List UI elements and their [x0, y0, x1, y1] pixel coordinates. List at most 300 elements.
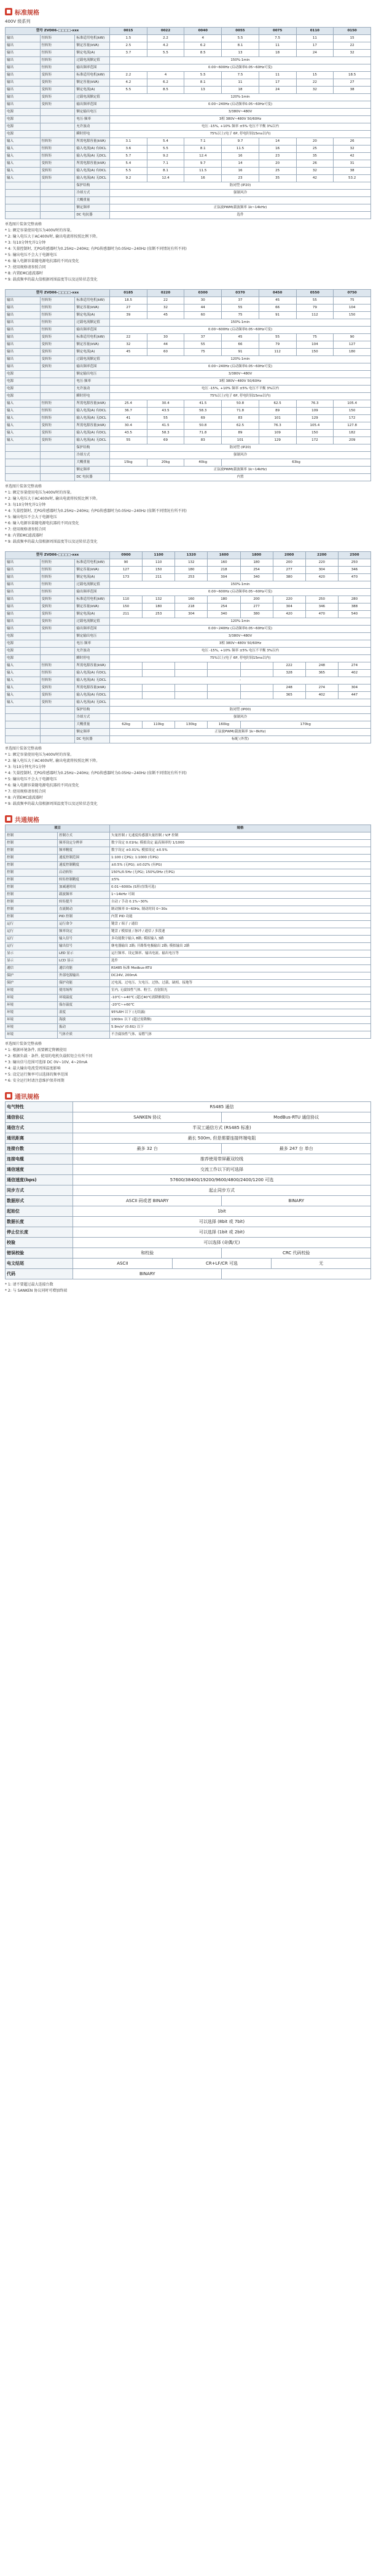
table-cell: 83 — [184, 437, 222, 444]
table-cell: 16 — [259, 145, 296, 153]
row-label: 允许波动 — [75, 386, 110, 393]
table-cell: 211 — [143, 574, 175, 581]
table-row — [6, 1133, 371, 1144]
row-group — [6, 444, 41, 452]
table-cell: 18 — [222, 87, 259, 94]
table-cell: 15kg — [110, 459, 147, 467]
row-subgroup: 变转矩 — [40, 685, 75, 692]
footnote: * 6: 输入电源容量随电源电抗器的不同而变化 — [5, 259, 79, 263]
table-row — [6, 1259, 371, 1269]
table-cell: 218 — [175, 603, 208, 611]
table-cell — [240, 670, 273, 677]
table-cell: 20 — [296, 138, 334, 145]
table-row — [6, 1248, 371, 1259]
row-group: 环境 — [6, 1031, 58, 1039]
footnote: * 8: 内置EMC滤波器时 — [5, 796, 43, 800]
footnote: * 4: 矢量控制时, 无PG传感器时为0.25Hz~240Hz; 有PG传感器时为0.05Hz~240Hz (依断不同情况有所不同) — [5, 509, 187, 513]
table-row — [6, 559, 371, 567]
table-cell: 42 — [296, 175, 334, 182]
table-cell: 43.5 — [110, 430, 147, 437]
table-row — [6, 64, 371, 72]
table-row — [6, 943, 371, 950]
table-cell: 半双工通信方式 (RS485 标准) — [73, 1123, 371, 1133]
table-row — [6, 1238, 371, 1248]
table-cell: 3.1 — [110, 138, 147, 145]
table-cell — [110, 670, 143, 677]
table-cell: 79 — [296, 305, 334, 312]
table-cell: 7.1 — [184, 138, 222, 145]
table-cell: 过电流、过电压、欠电压、过热、过载、缺相、接地等 — [110, 980, 371, 987]
table-row — [6, 1206, 371, 1217]
row-label: 输出频率范围 — [75, 327, 110, 334]
row-label: 瞬时停电 — [75, 393, 110, 400]
row-label: 过载电流额定值 — [75, 356, 110, 363]
row-group — [6, 714, 41, 721]
row-group: 电源 — [6, 386, 41, 393]
table-cell: 14 — [222, 160, 259, 168]
row-label: 额定容量(kVA) — [75, 79, 110, 87]
table-cell: - — [110, 197, 371, 204]
row-label: 电文结尾 — [6, 1259, 73, 1269]
footnotes — [5, 484, 371, 545]
model-code: 0550 — [296, 290, 334, 297]
row-subgroup — [40, 109, 75, 116]
section-header-common — [5, 813, 371, 824]
row-group: 输入 — [6, 685, 41, 692]
model-code: 2200 — [305, 552, 338, 559]
table-cell: 69 — [184, 415, 222, 422]
row-label: 载波频率 — [58, 891, 110, 899]
table-cell — [110, 662, 143, 670]
row-group — [6, 707, 41, 714]
row-subgroup: 恒转矩 — [40, 297, 75, 305]
table-row — [6, 884, 371, 891]
footnote: * 1: 额定容量使用电压为400V时的容量。 — [5, 753, 74, 757]
row-label: 额定频率 — [75, 467, 110, 474]
table-row — [6, 1227, 371, 1238]
table-cell: 防闭型 (IP20) — [110, 444, 371, 452]
row-subgroup: 变转矩 — [40, 72, 75, 79]
row-label: 保护结构 — [75, 444, 110, 452]
table-cell: 0.00~240Hz (启动频率0.05~60Hz可变) — [110, 363, 371, 371]
row-group — [6, 190, 41, 197]
table-cell: 39 — [110, 312, 147, 319]
table-cell: 182 — [334, 430, 371, 437]
footnote: * 7: 使用规格请参照合同 — [5, 527, 46, 532]
row-label: LED 显示 — [58, 950, 110, 958]
row-group: 输入 — [6, 168, 41, 175]
table-cell: 5.5 — [110, 87, 147, 94]
row-label: 额定容量(kVA) — [75, 42, 110, 50]
table-cell: 22 — [147, 297, 184, 305]
row-group: 输出 — [6, 297, 41, 305]
row-label: 同步方式 — [6, 1185, 73, 1196]
row-group: 电源 — [6, 109, 41, 116]
table-cell: 1000m 以下 (超过需降额) — [110, 1017, 371, 1024]
row-label: 电压·频率 — [75, 378, 110, 386]
model-code: 0075 — [259, 28, 296, 35]
table-cell: 89 — [259, 408, 296, 415]
row-label: 允许波动 — [75, 123, 110, 131]
footnote: * 4: 最大输出电流受周围温度影响 — [5, 1066, 61, 1071]
table-cell: 150%·1min — [110, 57, 371, 64]
table-row — [6, 145, 371, 153]
table-cell: 最多 247 台 单台 — [222, 1144, 371, 1154]
table-row — [6, 1009, 371, 1017]
table-row — [6, 94, 371, 101]
table-row — [6, 153, 371, 160]
row-subgroup: 恒转矩 — [40, 35, 75, 42]
table-cell: 7.5 — [259, 35, 296, 42]
section-title: 通讯规格 — [15, 1093, 39, 1101]
table-cell: 75%以上(电子 6P, 停电时间15ms以内) — [110, 393, 371, 400]
row-subgroup: 恒转矩 — [40, 327, 75, 334]
row-group: 输入 — [6, 138, 41, 145]
row-subgroup: 变转矩 — [40, 79, 75, 87]
section-title: 标准规格 — [15, 9, 39, 17]
table-row — [6, 965, 371, 972]
table-cell: 正弦波PWM(载波频率 1k~14kHz) — [110, 204, 371, 212]
table-cell: 0.00~240Hz (启动频率0.05~60Hz可变) — [110, 626, 371, 633]
table-cell: 自动 / 手动 0.1%~30% — [110, 899, 371, 906]
table-row — [6, 958, 371, 965]
model-code: 0450 — [259, 290, 296, 297]
table-cell: 105.4 — [296, 422, 334, 430]
row-subgroup: 变转矩 — [40, 341, 75, 349]
table-cell: 8.1 — [184, 145, 222, 153]
footnote: * 6: 输入电源容量随电源电抗器的不同而变化 — [5, 783, 79, 788]
row-subgroup — [40, 131, 75, 138]
square-bullet-icon: ■ — [5, 1092, 12, 1100]
table-cell: 402 — [338, 670, 370, 677]
footnote: * 1: 请不要超过最大连接台数 — [5, 1282, 53, 1287]
row-label: 输入电流(A) 无DCL — [75, 153, 110, 160]
table-row — [6, 1112, 371, 1123]
table-row — [6, 72, 371, 79]
row-label: 大概重量 — [75, 197, 110, 204]
table-cell: 和校验 — [73, 1248, 222, 1259]
table-cell: 5.9m/s² (0.6G) 以下 — [110, 1024, 371, 1031]
table-cell: 32 — [334, 145, 371, 153]
table-cell: 0.01~6000s (S形/直线可选) — [110, 884, 371, 891]
table-row — [6, 589, 371, 596]
row-group: 输入 — [6, 437, 41, 444]
table-cell: 9.7 — [184, 160, 222, 168]
row-subgroup — [40, 452, 75, 459]
table-cell: 253 — [175, 574, 208, 581]
footnote: * 3: 每10分钟允许1分钟 — [5, 503, 46, 507]
table-cell: 8.1 — [222, 42, 259, 50]
table-cell: 3/380V~480V — [110, 109, 371, 116]
row-label: 保护结构 — [75, 707, 110, 714]
table-cell: 45 — [259, 297, 296, 305]
table-row — [6, 393, 371, 400]
row-label: 停止位长度 — [6, 1227, 73, 1238]
table-cell: 83 — [222, 415, 259, 422]
table-cell: 22 — [334, 42, 371, 50]
table-cell: 55 — [184, 341, 222, 349]
row-subgroup: 变转矩 — [40, 626, 75, 633]
table-row — [6, 928, 371, 936]
table-cell: 41 — [110, 415, 147, 422]
table-cell: SANKEN 协议 — [73, 1112, 222, 1123]
table-cell: 180 — [208, 596, 240, 603]
row-group — [6, 452, 41, 459]
row-label: 大概重量 — [75, 721, 110, 729]
table-cell: 37 — [184, 334, 222, 341]
table-row — [6, 1269, 371, 1279]
row-subgroup — [40, 714, 75, 721]
table-cell: 15 — [334, 35, 371, 42]
table-cell: 11.5 — [222, 145, 259, 153]
table-header-row — [6, 290, 371, 297]
table-cell: 起止同步方式 — [73, 1185, 371, 1196]
table-cell: 53.2 — [334, 175, 371, 182]
table-row — [6, 714, 371, 721]
table-cell: 254 — [240, 567, 273, 574]
row-label: 大概重量 — [75, 459, 110, 467]
table-cell: 可以选择 (奇偶/无) — [73, 1238, 371, 1248]
row-subgroup: 恒转矩 — [40, 567, 75, 574]
table-cell: 5.5 — [222, 35, 259, 42]
row-label: 额定电流(A) — [75, 312, 110, 319]
spec-block — [5, 289, 371, 545]
section-header-comm — [5, 1090, 371, 1101]
row-label: 过载电流额定值 — [75, 57, 110, 64]
row-label: 所需电源容量(kVA) — [75, 400, 110, 408]
row-subgroup: 变转矩 — [40, 87, 75, 94]
footnote: * 7: 使用规格请参照合同 — [5, 265, 46, 270]
table-cell: 5.5 — [184, 72, 222, 79]
footnote: * 5: 输出电压不会大于电源电压 — [5, 777, 57, 782]
table-cell: 选件 — [110, 958, 371, 965]
table-cell: 420 — [305, 574, 338, 581]
row-subgroup: 恒转矩 — [40, 312, 75, 319]
table-row — [6, 581, 371, 589]
table-cell: 3相 380V~480V 50/60Hz — [110, 116, 371, 123]
table-cell: 380 — [273, 574, 305, 581]
row-label: 气体介质 — [58, 1031, 110, 1039]
table-cell: 13 — [184, 87, 222, 94]
model-code: 1800 — [240, 552, 273, 559]
table-cell: BINARY — [222, 1196, 371, 1206]
table-cell: 0.00~600Hz (启动频率0.05~60Hz可变) — [110, 64, 371, 72]
row-label: 冷却方式 — [75, 190, 110, 197]
row-subgroup: 恒转矩 — [40, 145, 75, 153]
row-group: 输出 — [6, 327, 41, 334]
row-label: 输入电流(A) 有DCL — [75, 408, 110, 415]
model-code: 0900 — [110, 552, 143, 559]
table-cell: RS485 标准 Modbus-RTU — [110, 965, 371, 972]
row-subgroup: 变转矩 — [40, 699, 75, 707]
table-cell: 2.2 — [110, 72, 147, 79]
footnote: * 2: 输入电压大于AC400V时, 输出电流将按照比例下降。 — [5, 235, 100, 239]
row-label: 过载电流额定值 — [75, 581, 110, 589]
footnote: * 4: 矢量控制时, 无PG传感器时为0.25Hz~240Hz; 有PG传感器时为0.05Hz~240Hz (依断不同情况有所不同) — [5, 771, 187, 775]
table-cell: 电压 -15%, +10% 频率 ±5% 电压不平衡 3%以内 — [110, 386, 371, 393]
table-cell: 218 — [208, 567, 240, 574]
row-label: 额定容量(kVA) — [75, 567, 110, 574]
table-cell: 250 — [338, 559, 370, 567]
row-label: 通信功能 — [58, 965, 110, 972]
footnotes — [5, 1041, 371, 1084]
row-label: 频率设定分辨率 — [58, 840, 110, 847]
row-group: 输出 — [6, 305, 41, 312]
table-cell: 电压 -15%, +10% 频率 ±5% 电压不平衡 3%以内 — [110, 648, 371, 655]
table-cell: 32 — [296, 168, 334, 175]
model-code: 0150 — [334, 28, 371, 35]
row-label: 数据长度 — [6, 1217, 73, 1227]
row-group: 输出 — [6, 50, 41, 57]
table-row — [6, 840, 371, 847]
row-label: 输入电流(A) 有DCL — [75, 168, 110, 175]
row-group: 控制 — [6, 899, 58, 906]
table-cell — [175, 662, 208, 670]
table-cell: 66 — [222, 341, 259, 349]
table-cell: 无 — [272, 1259, 371, 1269]
table-cell: 27 — [110, 305, 147, 312]
row-subgroup — [40, 386, 75, 393]
model-code: 1320 — [175, 552, 208, 559]
row-group: 输出 — [6, 35, 41, 42]
square-bullet-icon: ■ — [5, 815, 12, 823]
table-cell: 50.8 — [222, 400, 259, 408]
row-label: 振动 — [58, 1024, 110, 1031]
table-cell: 79 — [259, 341, 296, 349]
table-header-row — [6, 28, 371, 35]
model-code: 0015 — [110, 28, 147, 35]
table-row — [6, 677, 371, 685]
table-row — [6, 980, 371, 987]
row-subgroup — [40, 371, 75, 378]
table-row — [6, 123, 371, 131]
table-cell: 129 — [259, 437, 296, 444]
common-table — [5, 824, 371, 1039]
table-cell: 90 — [334, 334, 371, 341]
table-cell: 16 — [222, 153, 259, 160]
table-cell: 11.5 — [184, 168, 222, 175]
row-subgroup — [40, 212, 75, 219]
row-label: 通讯距离 — [6, 1133, 73, 1144]
row-subgroup — [40, 116, 75, 123]
section-header-standard — [5, 6, 371, 17]
row-label: 频率精度 — [58, 847, 110, 855]
table-cell: 6.2 — [147, 79, 184, 87]
table-cell: 23 — [259, 153, 296, 160]
row-group: 控制 — [6, 891, 58, 899]
table-cell: 数字设定 0.01Hz; 模拟设定 最高频率的 1/1000 — [110, 840, 371, 847]
table-cell: CR+LF/CR 可选 — [172, 1259, 272, 1269]
table-cell: 55 — [147, 415, 184, 422]
footnote: * 2: 与 SANKEN 协议同时可增加终端 — [5, 1289, 68, 1293]
row-group: 通信 — [6, 965, 58, 972]
table-cell: 9.7 — [222, 138, 259, 145]
table-cell: ModBus-RTU 通信协议 — [222, 1112, 371, 1123]
row-subgroup: 变转矩 — [40, 363, 75, 371]
footnote: * 2: 输入电压大于AC400V时, 输出电流将按照比例下降。 — [5, 497, 100, 501]
table-row — [6, 626, 371, 633]
row-label: 环境温度 — [58, 995, 110, 1002]
row-subgroup — [40, 648, 75, 655]
table-cell: 数字设定 ±0.01%; 模拟设定 ±0.5% — [110, 847, 371, 855]
table-cell: 60 — [147, 349, 184, 356]
row-subgroup: 变转矩 — [40, 168, 75, 175]
row-subgroup — [40, 467, 75, 474]
table-cell: 继电器输出 2路; 开路集电极输出 2路; 模拟输出 2路 — [110, 943, 371, 950]
table-cell: 22 — [296, 79, 334, 87]
row-subgroup: 变转矩 — [40, 611, 75, 618]
section-title: 共通规格 — [15, 817, 39, 824]
row-label: 输出频率范围 — [75, 626, 110, 633]
row-subgroup — [40, 378, 75, 386]
table-cell: 推荐使用带屏蔽双绞线 — [73, 1154, 371, 1165]
row-label: 速度控制精度 — [58, 862, 110, 869]
table-cell: ±0.5% (无PG); ±0.02% (有PG) — [110, 862, 371, 869]
row-group: 环境 — [6, 987, 58, 995]
row-group: 输入 — [6, 670, 41, 677]
table-cell: 248 — [273, 685, 305, 692]
table-row — [6, 212, 371, 219]
row-subgroup: 恒转矩 — [40, 42, 75, 50]
footnote: * 3: 每10分钟允许1分钟 — [5, 241, 46, 245]
table-cell — [143, 662, 175, 670]
row-group: 电源 — [6, 371, 41, 378]
table-cell: 109 — [296, 408, 334, 415]
table-cell: 5.5 — [147, 50, 184, 57]
table-cell — [110, 685, 143, 692]
table-row — [6, 204, 371, 212]
row-subgroup — [40, 655, 75, 662]
table-row — [6, 1165, 371, 1175]
model-code: 0220 — [147, 290, 184, 297]
comm-spec-table — [5, 1101, 371, 1294]
model-code: 2500 — [338, 552, 370, 559]
row-label: 额定输出电压 — [75, 633, 110, 640]
row-label: 启动转矩 — [58, 869, 110, 877]
row-group: 输出 — [6, 101, 41, 109]
table-row — [6, 57, 371, 64]
row-label: 输入信号 — [58, 936, 110, 943]
table-cell: 76.3 — [259, 422, 296, 430]
row-label: 输出信号 — [58, 943, 110, 950]
table-cell: 30 — [184, 297, 222, 305]
model-label: 型号 ZVD06-□□□□-xxx — [6, 552, 110, 559]
table-cell: 180 — [143, 603, 175, 611]
row-label: 额定频率 — [75, 204, 110, 212]
footnote: * 3: 每10分钟允许1分钟 — [5, 765, 46, 769]
row-group: 电源 — [6, 131, 41, 138]
table-cell: 304 — [305, 567, 338, 574]
table-row — [6, 131, 371, 138]
table-cell: 38 — [334, 168, 371, 175]
spec-table — [5, 289, 371, 481]
table-cell: 104 — [334, 305, 371, 312]
table-row — [6, 1185, 371, 1196]
table-cell: 55 — [222, 305, 259, 312]
row-subgroup: 变转矩 — [40, 618, 75, 626]
table-row — [6, 1024, 371, 1031]
table-row — [6, 603, 371, 611]
table-row — [6, 422, 371, 430]
table-row — [6, 914, 371, 921]
table-cell: 室内, 无腐蚀性气体、粉尘、直射阳光 — [110, 987, 371, 995]
row-label: 外部电源输出 — [58, 972, 110, 980]
table-cell: 127 — [334, 341, 371, 349]
row-subgroup: 变转矩 — [40, 422, 75, 430]
table-cell: 55 — [259, 334, 296, 341]
row-label: 冷却方式 — [75, 452, 110, 459]
table-cell — [175, 692, 208, 699]
